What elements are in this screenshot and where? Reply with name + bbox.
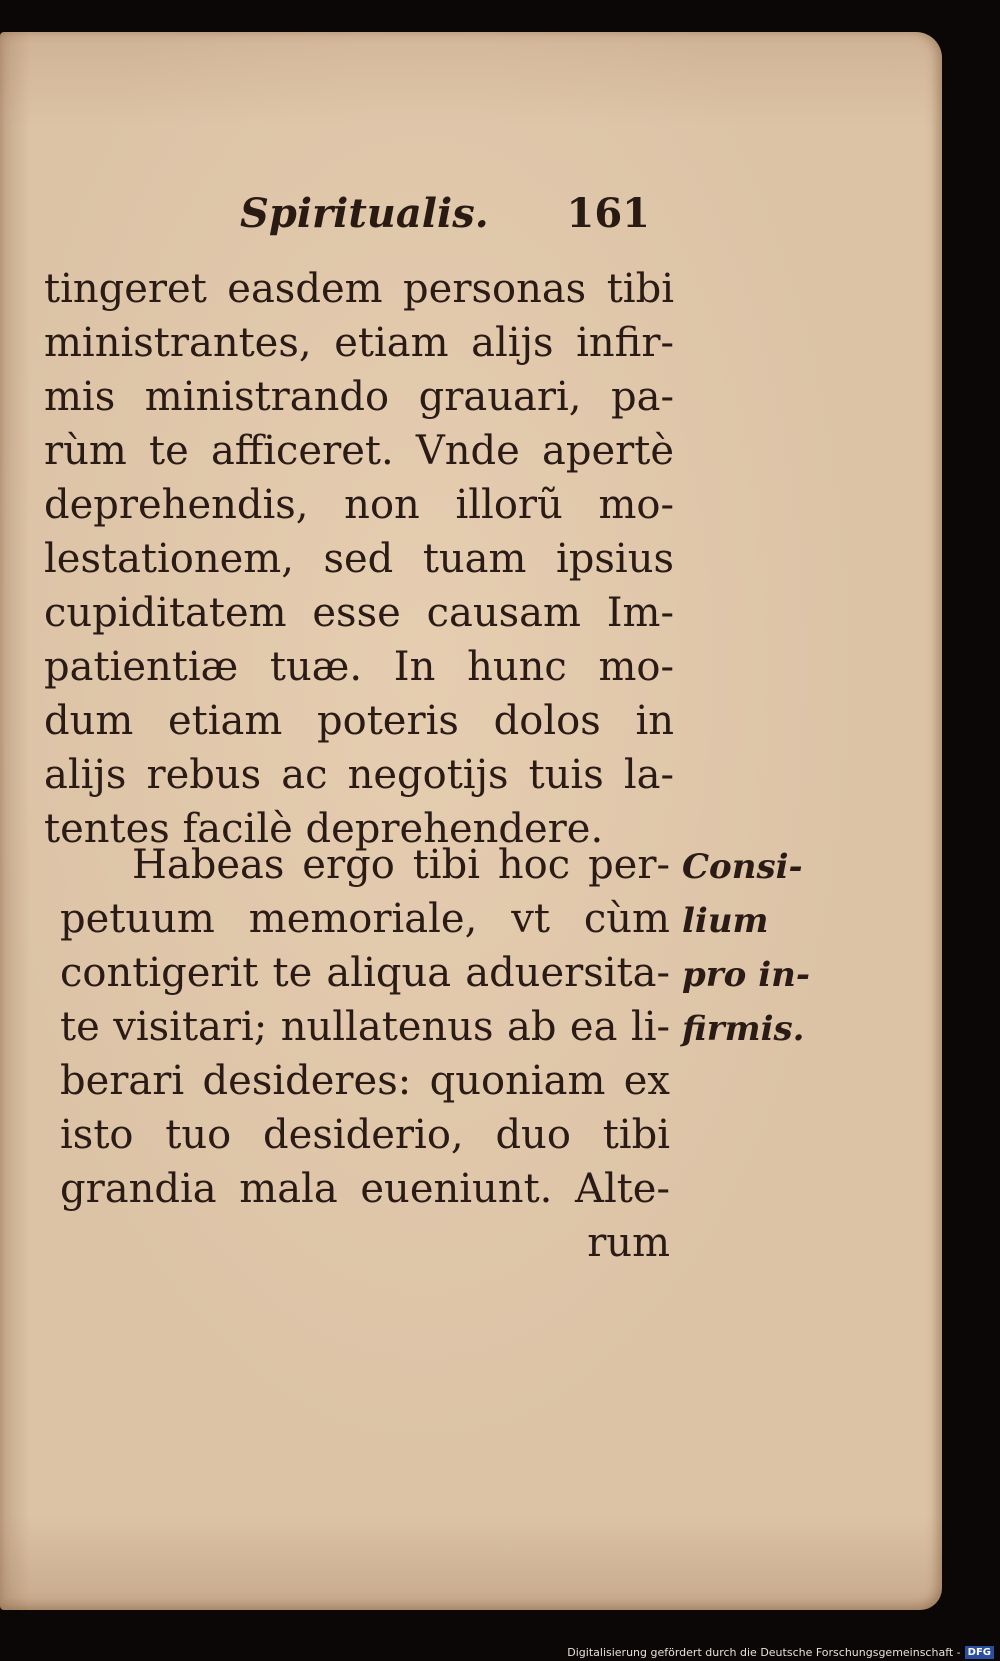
catchword: rum bbox=[587, 1220, 670, 1266]
text-line: patientiæ tuæ. In hunc mo- bbox=[44, 644, 674, 690]
text-line: tentes facilè deprehendere. bbox=[44, 806, 604, 852]
text-line: rùm te afficeret. Vnde apertè bbox=[44, 428, 674, 474]
page-header bbox=[240, 190, 660, 250]
text-line: deprehendis, non illorũ mo- bbox=[44, 482, 674, 528]
text-line: Habeas ergo tibi hoc per- bbox=[132, 842, 670, 888]
dfg-logo: DFG bbox=[965, 1646, 994, 1659]
paragraph-1 bbox=[44, 262, 674, 856]
text-line: lestationem, sed tuam ipsius bbox=[44, 536, 674, 582]
running-head: Spiritualis. bbox=[240, 190, 489, 237]
paragraph-2 bbox=[60, 838, 670, 1270]
text-line: dum etiam poteris dolos in bbox=[44, 698, 674, 744]
text-line: tingeret easdem personas tibi bbox=[44, 266, 674, 312]
marginal-note bbox=[682, 840, 812, 1056]
digitization-credit bbox=[567, 1646, 994, 1660]
text-line: grandia mala eueniunt. Alte- bbox=[60, 1166, 670, 1212]
marginal-line: pro in- bbox=[682, 955, 810, 995]
marginal-line: Consi- bbox=[682, 847, 803, 887]
text-line: berari desideres: quoniam ex bbox=[60, 1058, 670, 1104]
text-line: alijs rebus ac negotijs tuis la- bbox=[44, 752, 674, 798]
text-line: cupiditatem esse causam Im- bbox=[44, 590, 674, 636]
marginal-line: lium bbox=[682, 901, 769, 941]
page-number: 161 bbox=[566, 190, 650, 237]
text-line: petuum memoriale, vt cùm bbox=[60, 896, 670, 942]
text-line: ministrantes, etiam alijs infir- bbox=[44, 320, 674, 366]
marginal-line: firmis. bbox=[682, 1009, 805, 1049]
credit-text: Digitalisierung gefördert durch die Deutsche Forschungsgemeinschaft - bbox=[567, 1645, 961, 1659]
text-line: mis ministrando grauari, pa- bbox=[44, 374, 674, 420]
text-line: isto tuo desiderio, duo tibi bbox=[60, 1112, 670, 1158]
text-line: contigerit te aliqua aduersita- bbox=[60, 950, 670, 996]
text-line: te visitari; nullatenus ab ea li- bbox=[60, 1004, 670, 1050]
